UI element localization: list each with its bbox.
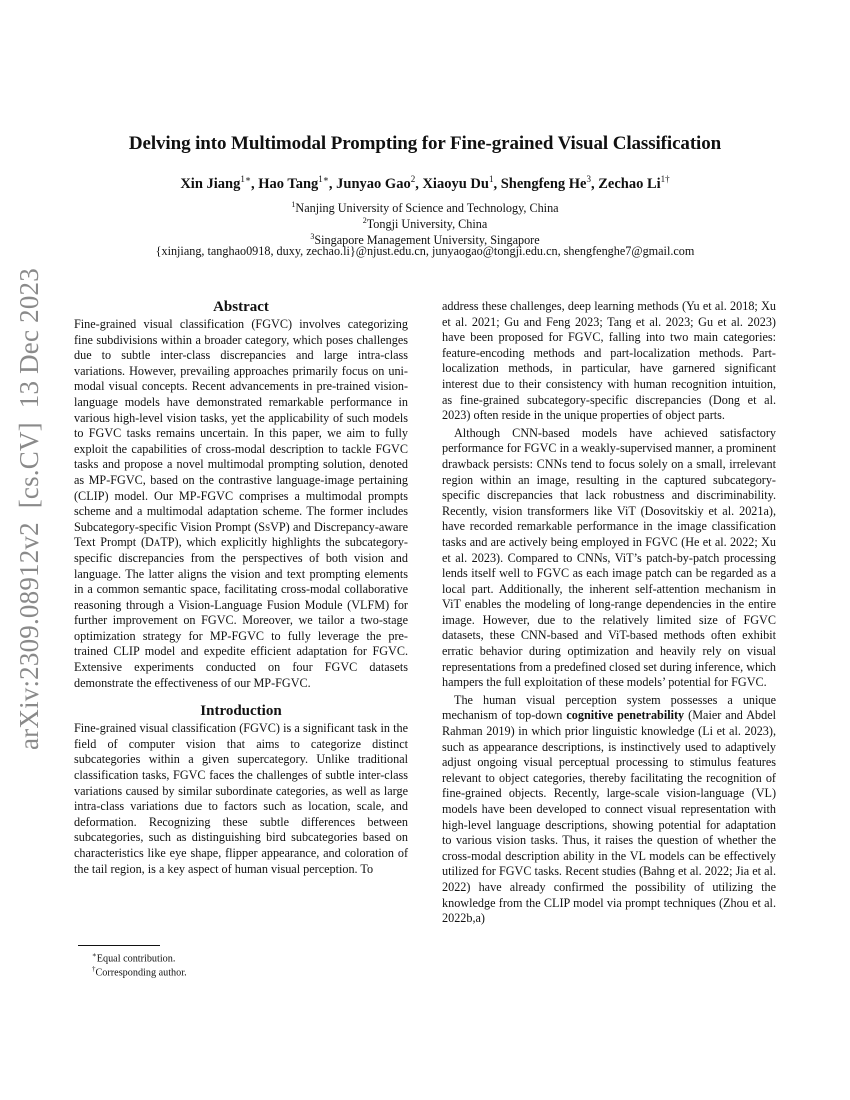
introduction-heading: Introduction [200,703,282,720]
footnote: ∗Equal contribution. [92,951,176,965]
ssvp-term: SsVP [258,519,286,534]
author: Xiaoyu Du$^1$, [422,174,501,192]
footnote-rule [78,945,160,946]
affiliation: $^3$Singapore Management University, Singapore [310,232,540,248]
author-emails: {xinjiang, tanghao0918, duxy, zechao.li}@njust.edu.cn, junyaogao@tongji.edu.cn, shengfenghe7@gmail.com [155,244,695,258]
affiliation: $^1$Nanjing University of Science and Technology, China [291,200,559,216]
affiliation: $^2$Tongji University, China [362,216,488,232]
author-list [0,174,850,193]
abstract-heading: Abstract [213,299,269,315]
footnote: †Corresponding author. [92,965,187,979]
intro-paragraph-1-continued: address these challenges, deep learning methods (Yu et al. 2018; Xu et al. 2021; Gu and Feng 2023; Tang et al. 2023; Gu et al. 2023) have been proposed for FGVC, falling into two main categories: feature-encoding methods and part-localization methods. Part-localization methods, in particular, have garnered significant interest due to their consistency with human recognition intuition, as fine-grained subcategory-specific discrepancies (Dong et al. 2023) often reside in the unique properties of object parts. [442,299,776,423]
author: Zechao $Li^{1\dagger}$ [598,174,670,192]
right-column [442,299,776,927]
arxiv-identifier-stamp: arXiv:2309.08912v2 [cs.CV] 13 Dec 2023 [14,268,44,750]
author: Xin Jiang$^{1∗}$, [180,174,259,192]
intro-paragraph-3: The human visual perception system possesses a unique mechanism of top-down cognitive penetrability (Maier and Abdel Rahman 2019) in which prior linguistic knowledge (Li et al. 2023), such as appearance descriptions, is instinctively used to adaptively adjust ongoing visual perceptual processing to stimulus features relevant to object categories, thereby facilitating the recognition of fine-grained objects. Recently, large-scale vision-language (VL) models have been developed to connect visual representation with high-level language descriptions, showing potential for adaptation to various vision tasks. Thus, it raises the question of whether the cross-modal description ability in the VL models can be effectively utilized for FGVC tasks. Recent studies (Bahng et al. 2022; Jia et al. 2022) have already confirmed the possibility of utilizing the knowledge from the CLIP model via prompt techniques (Zhou et al. 2022b,a) [442,692,777,926]
author: Junyao Gao$^2$, [336,174,423,192]
author: Hao Tang$^{1∗}$, [258,174,337,192]
datp-term: DaTP [145,535,175,550]
intro-paragraph-1: Fine-grained visual classification (FGVC) is a significant task in the field of computer vision that aims to categorize distinct subcategories within a given supercategory. Unlike traditional classification tasks, FGVC faces the challenges of subtle inter-class variations caused by similar subordinate categories, as well as large intra-class variations due to factors such as location, scale, and deformation. Recognizing these subtle differences between subcategories, such as distinguishing bird subcategories based on characteristics like eye shape, flipper appearance, and coloration of the tail region, is a key aspect of human visual perception. To [74,721,408,876]
bold-term: cognitive penetrability [566,708,685,723]
abstract-text: Fine-grained visual classification (FGVC) involves categorizing fine subdivisions within a broader category, which poses challenges due to subtle inter-class discrepancies and large intra-class variations. However, prevailing approaches primarily focus on uni-modal visual concepts. Recent advancements in pre-trained vision-language models have demonstrated remarkable performance in various high-level vision tasks, yet the applicability of such models to FGVC tasks remains uncertain. In this paper, we aim to fully exploit the capabilities of cross-modal description to tackle FGVC tasks and propose a novel multimodal prompting solution, denoted as MP-FGVC, based on the contrastive language-image pertaining (CLIP) model. Our MP-FGVC comprises a multimodal prompts scheme and a multimodal adaptation scheme. The former includes Subcategory-specific Vision Prompt (SsVP) and Discrepancy-aware Text Prompt (DaTP), which explicitly highlights the subcategory-specific discrepancies from the perspectives of both vision and language. The latter aligns the vision and text prompting elements in a common semantic space, facilitating cross-modal collaborative reasoning through a Vision-Language Fusion Module (VLFM) for further improvement on FGVC. Moreover, we tailor a two-stage optimization strategy for MP-FGVC to fully leverage the pre-trained CLIP model and expedite efficient adaptation for FGVC. Extensive experiments conducted on four FGVC datasets demonstrate the effectiveness of our MP-FGVC. [74,317,408,690]
left-column [74,297,408,877]
paper-title: Delving into Multimodal Prompting for Fine-grained Visual Classification [128,133,722,154]
intro-paragraph-2: Although CNN-based models have achieved satisfactory performance for FGVC in a weakly-supervised manner, a prominent drawback persists: CNNs tend to focus solely on a small, irrelevant region within an image, resulting in the captured subcategory-specific discrepancies that lack robustness and discriminability. Recently, vision transformers like ViT (Dosovitskiy et al. 2021a), have recorded remarkable performance in the image classification tasks and are actively being employed in FGVC (He et al. 2022; Xu et al. 2023). Compared to CNNs, ViT’s patch-by-patch processing lends itself well to FGVC as each image patch can be regarded as a local part. Additionally, the inherent self-attention mechanism in ViT enables the modeling of long-range dependencies in the entire image. However, due to the relatively limited size of FGVC datasets, these CNN-based and ViT-based methods often exhibit erratic behavior during optimization and heavily rely on visual representations from a predefined closed set during inference, which hampers the full exploitation of these models’ potential for FGVC. [442,425,777,690]
author: Shengfeng He$^3$, [500,174,599,192]
